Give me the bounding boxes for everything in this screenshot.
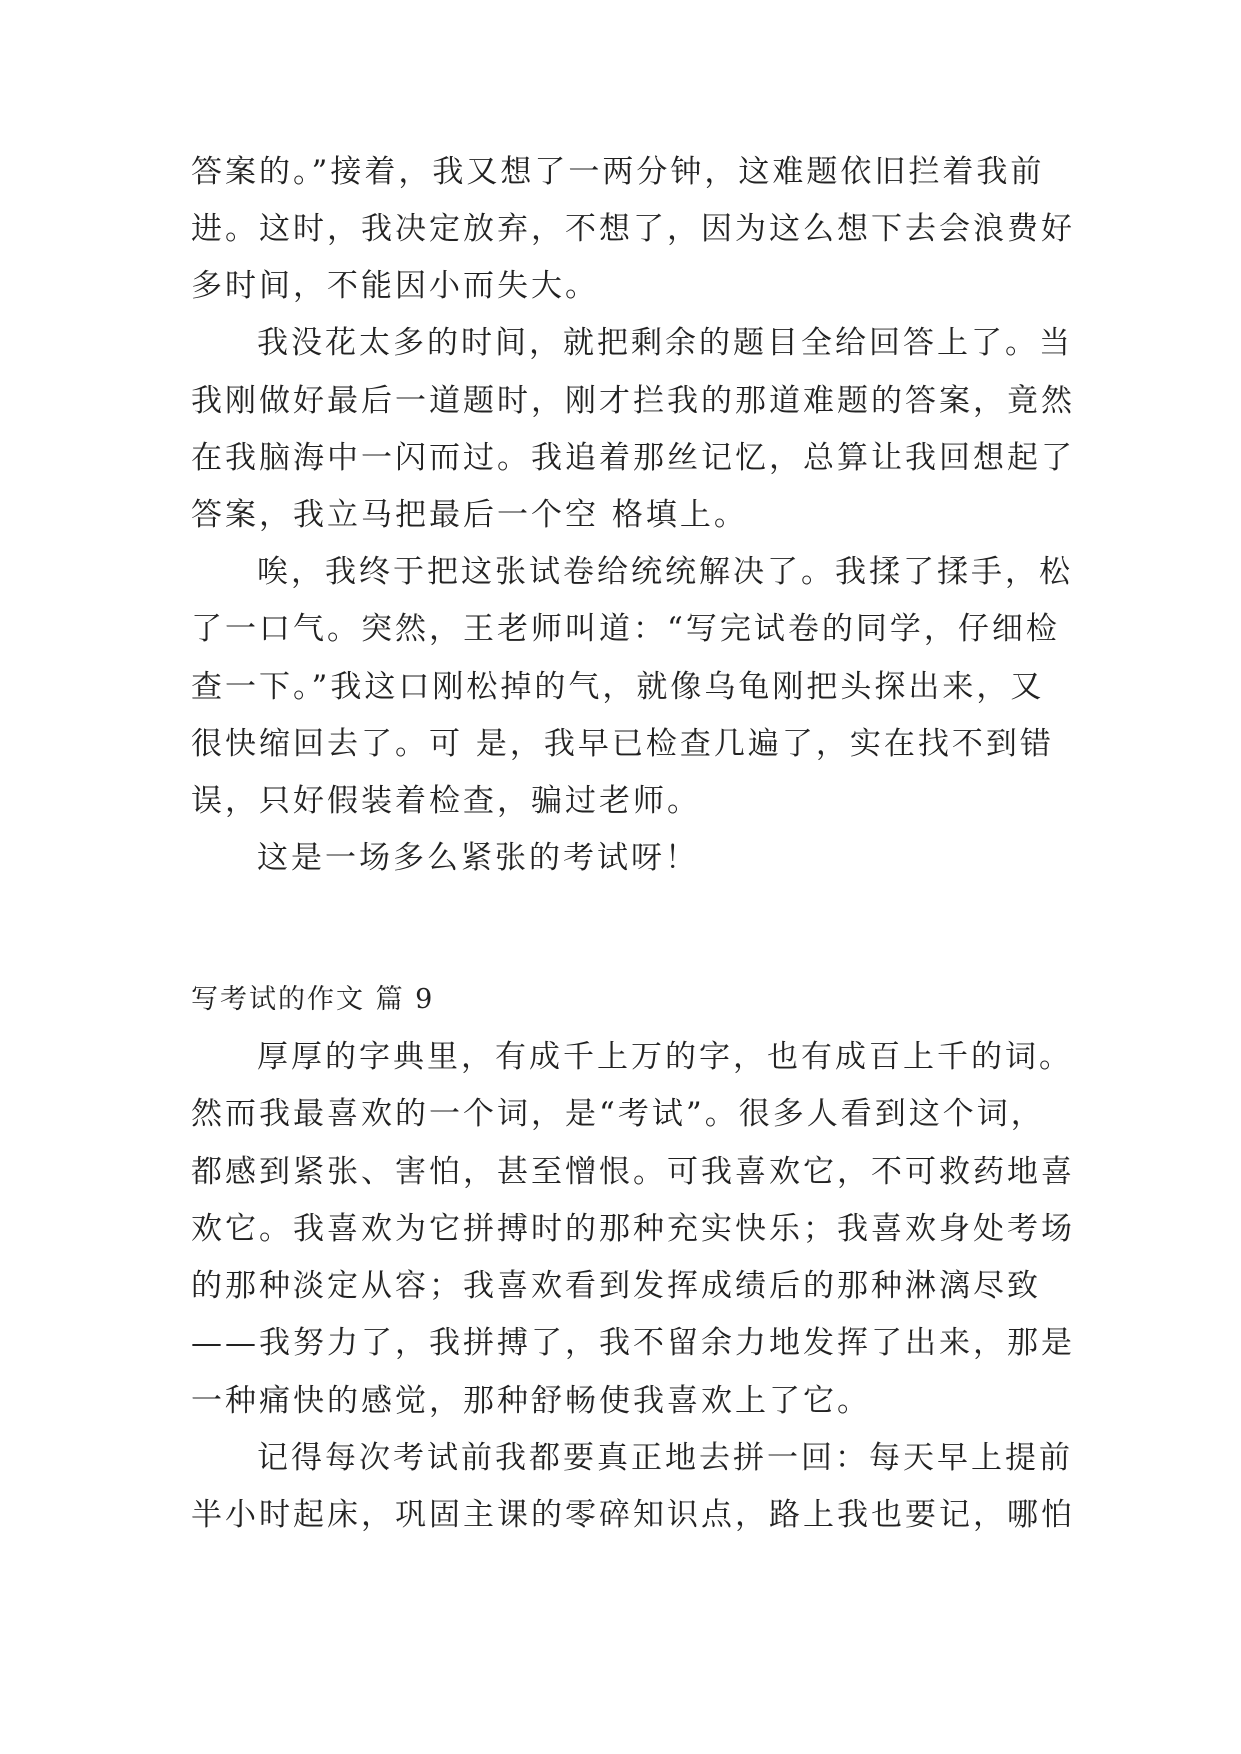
section-heading: 写考试的作文 篇 9 — [191, 984, 435, 1015]
paragraph-start-line: 厚厚的字典里，有成千上万的字，也有成百上千的词。 — [257, 1039, 1073, 1075]
text-line: 半小时起床，巩固主课的零碎知识点，路上我也要记，哪怕 — [191, 1497, 1075, 1533]
text-line: 我刚做好最后一道题时，刚才拦我的那道难题的答案，竟然 — [191, 383, 1075, 419]
text-line: ——我努力了，我拼搏了，我不留余力地发挥了出来，那是 — [191, 1325, 1075, 1361]
text-line: 答案，我立马把最后一个空 格填上。 — [191, 497, 748, 533]
text-line: 多时间，不能因小而失大。 — [191, 268, 599, 304]
paragraph-start-line: 我没花太多的时间，就把剩余的题目全给回答上了。当 — [257, 325, 1073, 361]
text-line: 的那种淡定从容；我喜欢看到发挥成绩后的那种淋漓尽致 — [191, 1268, 1041, 1304]
text-line: 很快缩回去了。可 是，我早已检查几遍了，实在找不到错 — [191, 726, 1054, 762]
text-line: 在我脑海中一闪而过。我追着那丝记忆，总算让我回想起了 — [191, 440, 1075, 476]
text-line: 答案的。”接着，我又想了一两分钟，这难题依旧拦着我前 — [191, 154, 1045, 190]
paragraph-start-line: 记得每次考试前我都要真正地去拼一回：每天早上提前 — [257, 1440, 1073, 1476]
text-line: 进。这时，我决定放弃，不想了，因为这么想下去会浪费好 — [191, 211, 1075, 247]
text-line: 一种痛快的感觉，那种舒畅使我喜欢上了它。 — [191, 1383, 871, 1419]
text-line: 查一下。”我这口刚松掉的气，就像乌龟刚把头探出来，又 — [191, 669, 1045, 705]
text-line: 都感到紧张、害怕，甚至憎恨。可我喜欢它，不可救药地喜 — [191, 1154, 1075, 1190]
text-line: 然而我最喜欢的一个词，是“考试”。很多人看到这个词， — [191, 1096, 1045, 1132]
paragraph-start-line: 这是一场多么紧张的考试呀！ — [257, 840, 699, 876]
paragraph-start-line: 唉，我终于把这张试卷给统统解决了。我揉了揉手，松 — [257, 554, 1073, 590]
text-line: 了一口气。突然，王老师叫道：“写完试卷的同学，仔细检 — [191, 611, 1060, 647]
text-line: 误，只好假装着检查，骗过老师。 — [191, 783, 701, 819]
text-line: 欢它。我喜欢为它拼搏时的那种充实快乐；我喜欢身处考场 — [191, 1211, 1075, 1247]
